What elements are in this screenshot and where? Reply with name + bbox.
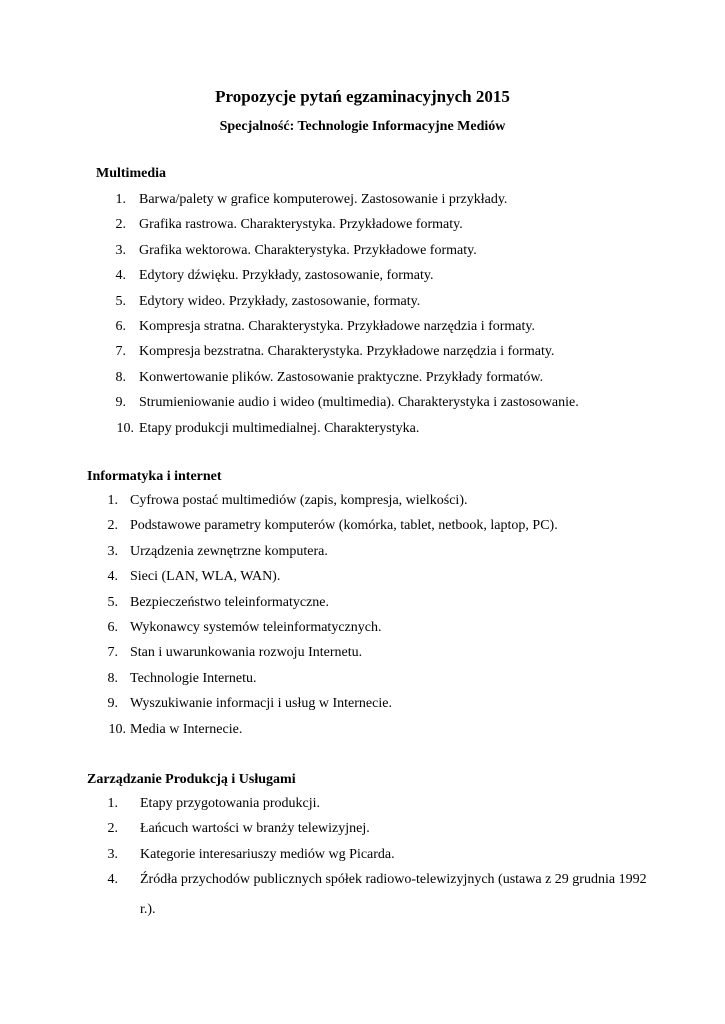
item-number: 10. [108, 721, 126, 737]
item-number: 8. [107, 670, 118, 686]
item-number: 7. [107, 645, 118, 661]
document-subtitle: Specjalność: Technologie Informacyjne Mediów [219, 119, 506, 134]
item-number: 2. [115, 217, 126, 233]
item-text: Edytory dźwięku. Przykłady, zastosowanie, formaty. [139, 268, 434, 284]
item-text: Strumieniowanie audio i wideo (multimedia). Charakterystyka i zastosowanie. [139, 395, 579, 411]
item-text: Grafika rastrowa. Charakterystyka. Przykładowe formaty. [139, 217, 463, 233]
item-number: 9. [115, 395, 126, 411]
item-text: Etapy produkcji multimedialnej. Charakterystyka. [139, 420, 420, 436]
item-text: Stan i uwarunkowania rozwoju Internetu. [130, 645, 363, 661]
item-text: Urządzenia zewnętrzne komputera. [130, 543, 328, 559]
item-text: Barwa/palety w grafice komputerowej. Zastosowanie i przykłady. [139, 192, 508, 207]
item-number: 2. [107, 518, 118, 534]
item-number: 8. [115, 369, 126, 385]
item-text: Źródła przychodów publicznych spółek radiowo-telewizyjnych (ustawa z 29 grudnia 1992 r.). [140, 872, 647, 918]
item-text: Sieci (LAN, WLA, WAN). [130, 569, 281, 585]
item-text: Kompresja bezstratna. Charakterystyka. Przykładowe narzędzia i formaty. [139, 344, 555, 360]
item-number: 3. [107, 543, 118, 559]
item-text: Technologie Internetu. [130, 670, 257, 686]
item-number: 5. [115, 293, 126, 309]
section-heading: Informatyka i internet [87, 469, 222, 484]
item-number: 4. [107, 569, 118, 585]
item-text: Wyszukiwanie informacji i usług w Internecie. [130, 696, 392, 712]
item-number: 3. [115, 242, 126, 258]
item-text: Podstawowe parametry komputerów (komórka, tablet, netbook, laptop, PC). [130, 518, 558, 534]
item-text: Wykonawcy systemów teleinformatycznych. [130, 619, 382, 635]
item-number: 9. [107, 696, 118, 712]
item-number: 4. [115, 268, 126, 284]
item-number: 1. [107, 796, 118, 811]
item-number: 3. [107, 846, 118, 862]
section-heading: Multimedia [96, 166, 166, 181]
item-number: 5. [107, 594, 118, 610]
item-text: Bezpieczeństwo teleinformatyczne. [130, 594, 330, 610]
item-number: 2. [107, 821, 118, 837]
item-text: Media w Internecie. [130, 721, 243, 737]
item-text: Cyfrowa postać multimediów (zapis, kompresja, wielkości). [130, 493, 468, 508]
item-number: 1. [107, 493, 118, 508]
item-text: Konwertowanie plików. Zastosowanie praktyczne. Przykłady formatów. [139, 369, 544, 385]
item-number: 7. [115, 344, 126, 360]
item-text: Etapy przygotowania produkcji. [140, 796, 321, 811]
item-text: Grafika wektorowa. Charakterystyka. Przykładowe formaty. [139, 242, 477, 258]
item-number: 4. [107, 872, 118, 888]
document-title: Propozycje pytań egzaminacyjnych 2015 [215, 87, 510, 106]
item-number: 1. [115, 192, 126, 207]
item-text: Kompresja stratna. Charakterystyka. Przykładowe narzędzia i formaty. [139, 318, 535, 334]
item-number: 10. [116, 420, 134, 436]
section-heading: Zarządzanie Produkcją i Usługami [87, 772, 296, 787]
item-number: 6. [107, 619, 118, 635]
item-number: 6. [115, 318, 126, 334]
item-text: Łańcuch wartości w branży telewizyjnej. [140, 821, 370, 837]
item-text: Kategorie interesariuszy mediów wg Picarda. [140, 846, 395, 862]
item-text: Edytory wideo. Przykłady, zastosowanie, formaty. [139, 293, 421, 309]
